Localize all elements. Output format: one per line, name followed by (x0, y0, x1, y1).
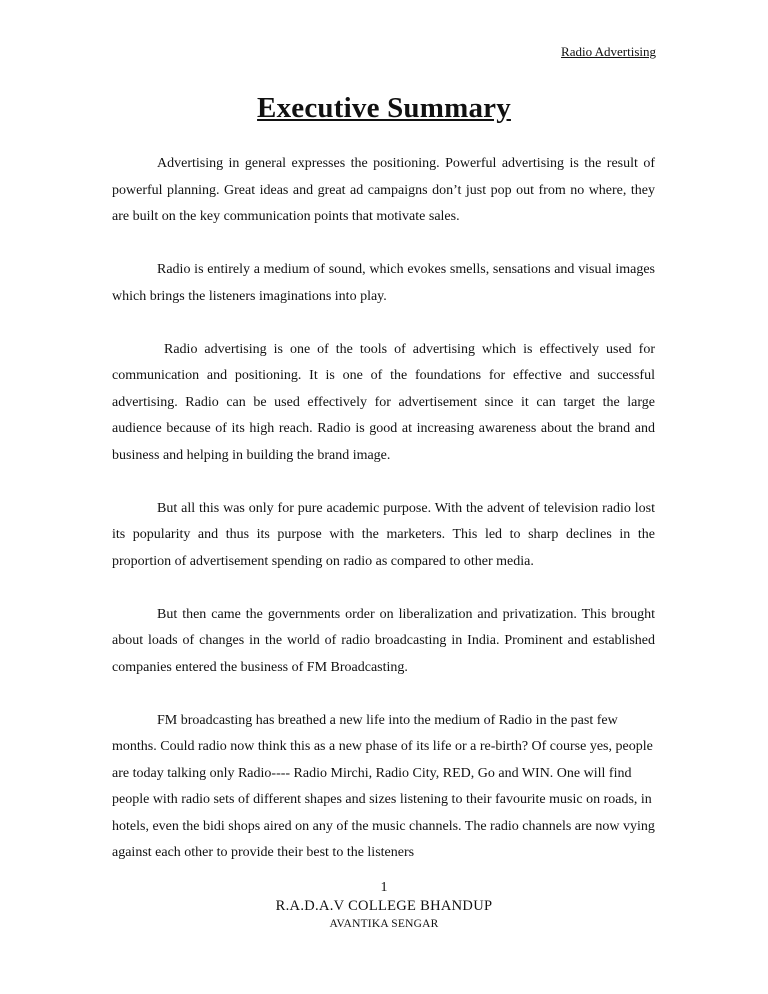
paragraph-4: But all this was only for pure academic purpose. With the advent of television radio lost its popularity and thus its purpose with the marketers. This led to sharp declines in the proportion of advertisement spending on radio as compared to other media. (112, 500, 655, 569)
footer-college: R.A.D.A.V COLLEGE BHANDUP (275, 898, 493, 914)
body-text (112, 151, 655, 867)
paragraph-5: But then came the governments order on liberalization and privatization. This brought about loads of changes in the world of radio broadcasting in India. Prominent and established companies entered the business of FM Broadcasting. (112, 606, 655, 675)
paragraph-2: Radio is entirely a medium of sound, which evokes smells, sensations and visual images which brings the listeners imaginations into play. (112, 262, 655, 304)
page-title: Executive Summary (257, 92, 511, 124)
paragraph-3: Radio advertising is one of the tools of advertising which is effectively used for communication and positioning. It is one of the foundations for effective and successful advertising. Radio can be used effectively for advertisement since it can target the large audience because of its high reach. Radio is good at increasing awareness about the brand and business and helping in building the brand image. (112, 341, 655, 463)
page-number: 1 (380, 880, 388, 895)
paragraph-1: Advertising in general expresses the positioning. Powerful advertising is the result of powerful planning. Great ideas and great ad campaigns don’t just pop out from no where, they are built on the key communication points that motivate sales. (112, 156, 655, 224)
running-header: Radio Advertising (561, 44, 656, 59)
footer-author: AVANTIKA SENGAR (329, 918, 439, 930)
paragraph-6: FM broadcasting has breathed a new life into the medium of Radio in the past few months. Could radio now think this as a new phase of its life or a re-birth? Of course yes, people are today talking only Radio---- Radio Mirchi, Radio City, RED, Go and WIN. One will find people with radio sets of different shapes and sizes listening to their favourite music on roads, in hotels, even the bidi shops aired on any of the music channels. The radio channels are now vying against each other to provide their best to the listeners (112, 712, 655, 860)
